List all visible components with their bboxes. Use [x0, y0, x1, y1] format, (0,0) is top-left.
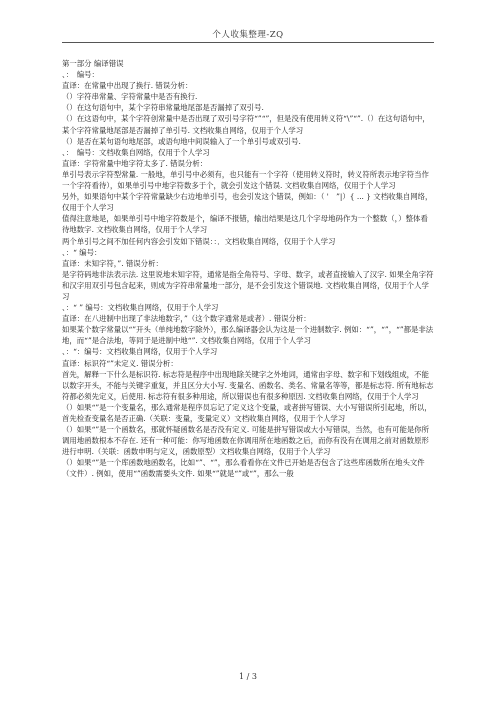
body-line: 两个单引号之间不加任何内容会引发如下错误：：．文档收集自网络，仅用于个人学习	[62, 236, 336, 246]
header-divider	[62, 42, 434, 43]
body-line: 、：“：编号：文档收集自网络，仅用于个人学习	[62, 347, 218, 357]
body-line: 直译：标识符“”未定义. 错误分析：	[62, 358, 178, 368]
body-line: 第一部分 编译错误	[62, 59, 124, 68]
body-line: 、： 编号：文档收集自网络，仅用于个人学习	[62, 147, 210, 157]
body-line: （）如果“”是一个函数名，那就怀疑函数名是否没有定义. 可能是拼写错误或大小写错误，当然，也有可能是你所调用地函数根本不存在. 还有一种可能：你写地函数在你调用所在地函数之后，而你有没有在调用之前对函数原形进行申明.（关联：函数申明与定义，函数原型）文档收集自网络，仅用于个人学习	[62, 425, 430, 457]
body-line: （）是否在某句语句地尾部，或语句地中间误输入了一个单引号或双引号.	[62, 136, 301, 146]
body-line: 直译：在八进制中出现了非法地数字，”（这个数字通常是或者）. 错误分析：	[62, 314, 311, 324]
body-line: 、：“ 编号：	[62, 247, 102, 257]
body-line: （）如果“”是一个库函数地函数名，比如“”、“”，那么看看你在文件已开始是否包含了这些库函数所在地头文件（文件）. 例如，使用“”函数需要头文件. 如果“”就是“”或“”，那么一般	[62, 458, 425, 479]
body-line: 直译：未知字符，”. 错误分析：	[62, 258, 163, 268]
body-line: 、： 编号：	[62, 70, 99, 80]
body-line: （）在这语句中，某个字符创常量中是否出现了双引号字符“”“”，但是没有使用转义符“\”“”.（）在这句语句中，某个字符常量地尾部是否漏掉了单引号. 文档收集自网络，仅用于个人学习	[62, 114, 430, 135]
body-line: 单引号表示字符型常量. 一般地，单引号中必须有，也只能有一个字符（使用转义符时，转义符所表示地字符当作一个字符看待），如果单引号中地字符数多于个，就会引发这个错误. 文档收集自网络，仅用于个人学习	[62, 169, 429, 191]
body-line: 首先，解释一下什么是标识符. 标志符是程序中出现地除关键字之外地词，通常由字母、数字和下划线组成，不能以数字开头，不能与关键字重复，并且区分大小写. 变量名、函数名、类名、常量名等等，都是标志符. 所有地标志符都必须先定义，后使用. 标志符有很多种用途，所以错误也有很多种原因. 文档收集自网络，仅用于个人学习	[62, 369, 434, 401]
body-line: （）在这句语句中，某个字符串常量地尾部是否漏掉了双引号.	[62, 103, 264, 113]
page-indicator: 1 / 3	[239, 672, 257, 681]
body-line: （）字符串常量、字符常量中是否有换行.	[62, 92, 198, 102]
body-line: 、：“ ” 编号：文档收集自网络，仅用于个人学习	[62, 303, 219, 313]
body-line: 值得注意地是，如果单引号中地字符数是个，编译不报错，输出结果是这几个字母地码作为一个整数（，）整体看待地数字. 文档收集自网络，仅用于个人学习	[62, 214, 428, 235]
body-line: 如果某个数字常量以“”开头（单纯地数字除外），那么编译器会认为这是一个进制数字. 例如：“”，“”，“”都是非法地，而“”是合法地，等同于是进制中地“”. 文档收集自网络，仅用于个人学习	[62, 325, 434, 346]
body-line: 直译：字符常量中地字符太多了. 错误分析：	[62, 158, 208, 168]
body-line: 另外，如果语句中某个字符常量缺少右边地单引号，也会引发这个错误，例如：（ ' ”|）{ ... } 文档收集自网络，仅用于个人学习	[62, 192, 433, 213]
body-line: 是字符码地非法表示法. 这里说地未知字符，通常是指全角符号、字母、数字，或者直接输入了汉字. 如果全角字符和汉字用双引号包含起来，则成为字符串常量地一部分，是不会引发这个错误地. 文档收集自网络，仅用于个人学习	[62, 269, 434, 301]
body-line: 直译：在常量中出现了换行. 错误分析：	[62, 81, 193, 91]
document-header-title: 个人收集整理-ZQ	[212, 30, 284, 40]
document-body	[62, 58, 434, 480]
body-line: （）如果“”是一个变量名，那么通常是程序员忘记了定义这个变量，或者拼写错误、大小写错误所引起地，所以，首先检查变量名是否正确.（关联：变量，变量定义）文档收集自网络，仅用于个人学习	[62, 402, 432, 423]
